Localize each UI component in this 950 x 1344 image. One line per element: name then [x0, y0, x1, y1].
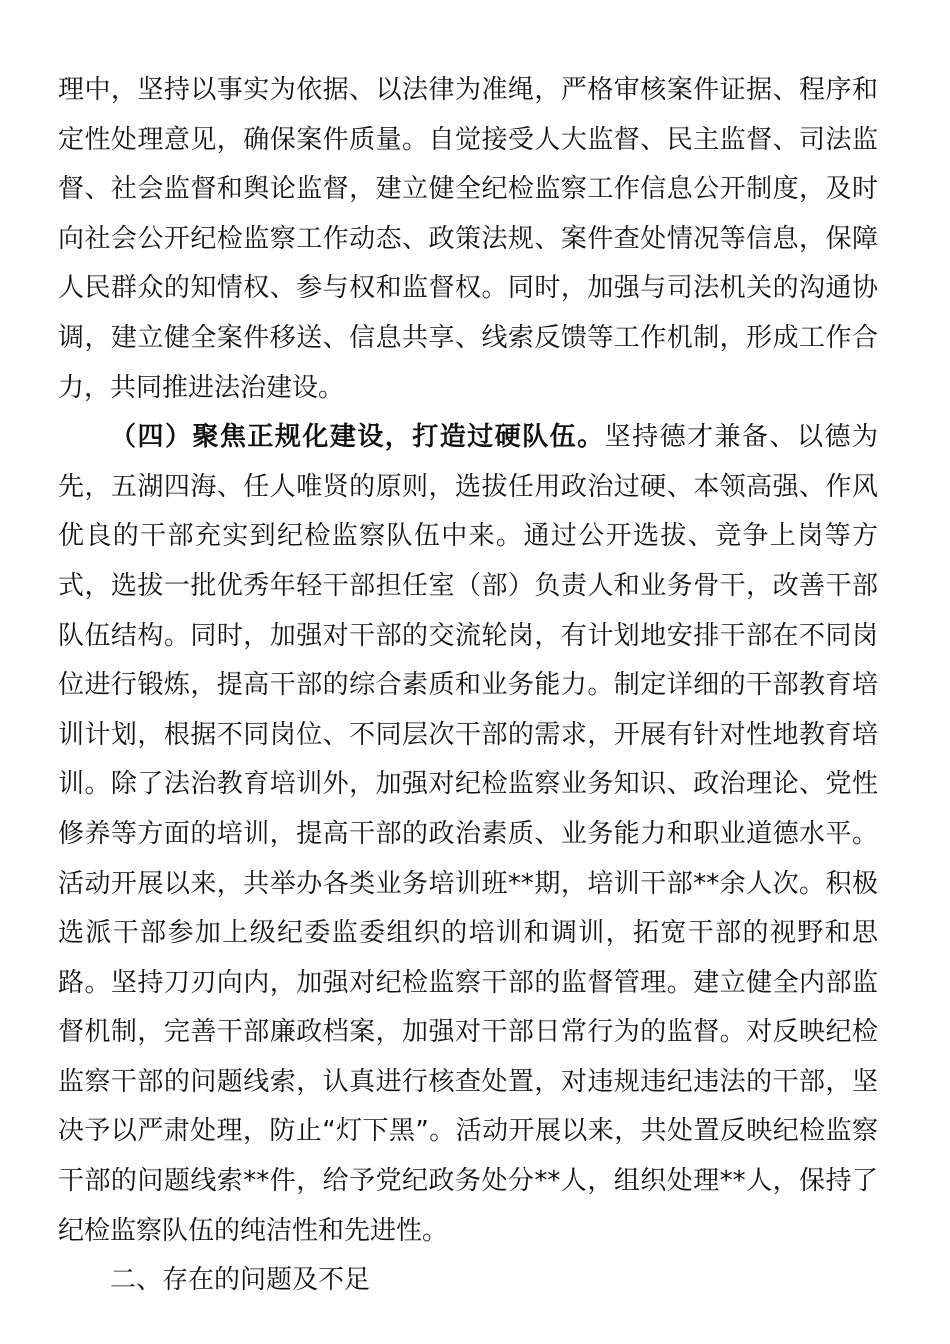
paragraph-four [58, 413, 878, 1256]
document-page [58, 66, 878, 1306]
paragraph-four-body: 坚持德才兼备、以德为先，五湖四海、任人唯贤的原则，选拔任用政治过硬、本领高强、作风优良的干部充实到纪检监察队伍中来。通过公开选拔、竞争上岗等方式，选拔一批优秀年轻干部担任室（部）负责人和业务骨干，改善干部队伍结构。同时，加强对干部的交流轮岗，有计划地安排干部在不同岗位进行锻炼，提高干部的综合素质和业务能力。制定详细的干部教育培训计划，根据不同岗位、不同层次干部的需求，开展有针对性地教育培训。除了法治教育培训外，加强对纪检监察业务知识、政治理论、党性修养等方面的培训，提高干部的政治素质、业务能力和职业道德水平。活动开展以来，共举办各类业务培训班**期，培训干部**余人次。积极选派干部参加上级纪委监委组织的培训和调训，拓宽干部的视野和思路。坚持刀刃向内，加强对纪检监察干部的监督管理。建立健全内部监督机制，完善干部廉政档案，加强对干部日常行为的监督。对反映纪检监察干部的问题线索，认真进行核查处置，对违规违纪违法的干部，坚决予以严肃处理，防止“灯下黑”。活动开展以来，共处置反映纪检监察干部的问题线索**件，给予党纪政务处分**人，组织处理**人，保持了纪检监察队伍的纯洁性和先进性。 [58, 422, 878, 1246]
paragraph-four-bold-lead: （四）聚焦正规化建设，打造过硬队伍。 [110, 422, 605, 453]
paragraph-continued: 理中，坚持以事实为依据、以法律为准绳，严格审核案件证据、程序和定性处理意见，确保案件质量。自觉接受人大监督、民主监督、司法监督、社会监督和舆论监督，建立健全纪检监察工作信息公开制度，及时向社会公开纪检监察工作动态、政策法规、案件查处情况等信息，保障人民群众的知情权、参与权和监督权。同时，加强与司法机关的沟通协调，建立健全案件移送、信息共享、线索反馈等工作机制，形成工作合力，共同推进法治建设。 [58, 75, 878, 403]
section-heading: 二、存在的问题及不足 [110, 1265, 371, 1296]
